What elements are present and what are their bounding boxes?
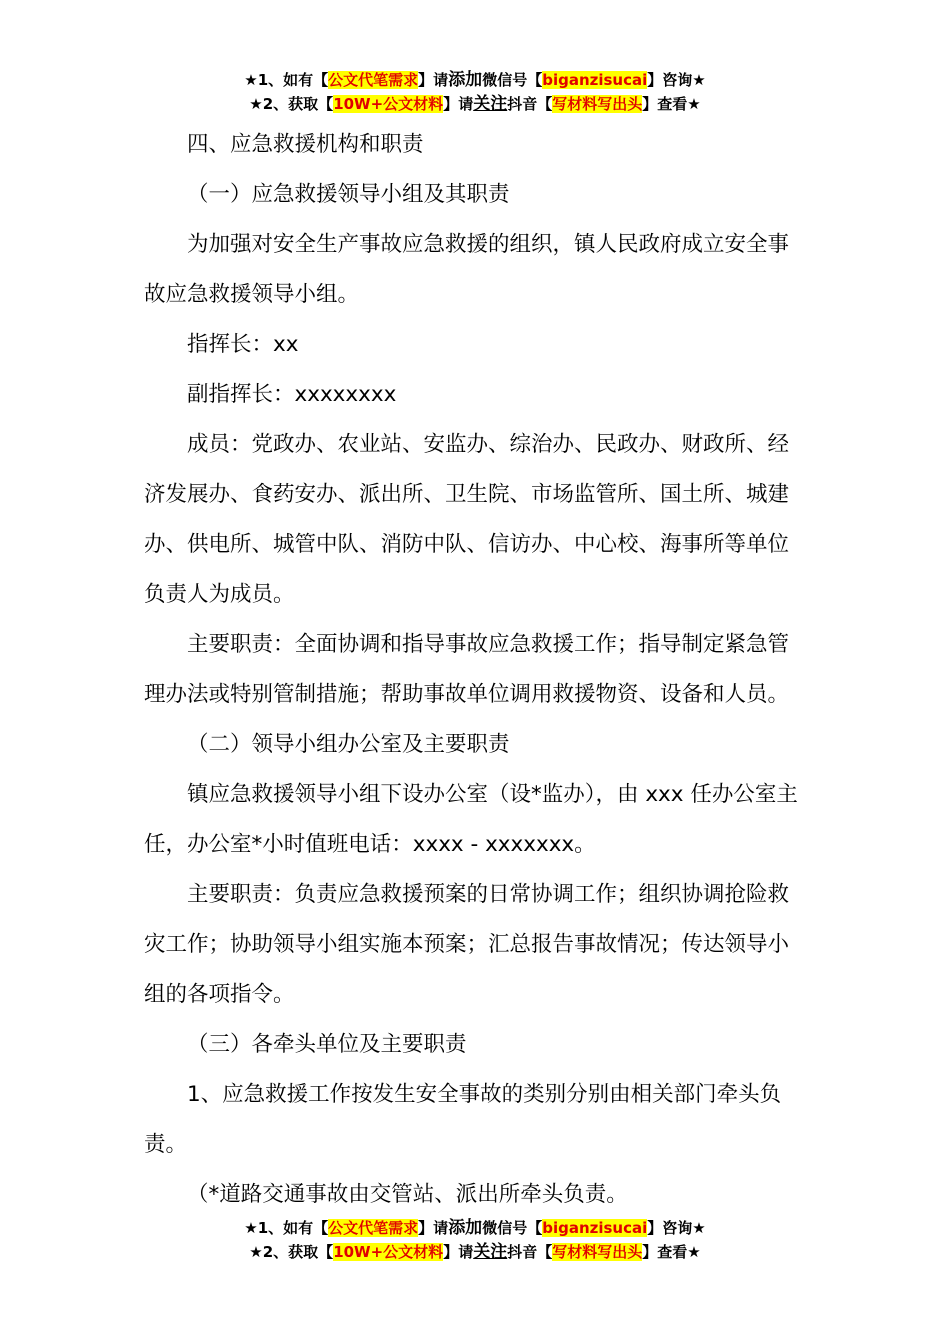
promo-line-1: ★1、如有【公文代笔需求】请添加微信号【biganzisucai】咨询★ [244, 1218, 706, 1238]
promo-line-1: ★1、如有【公文代笔需求】请添加微信号【biganzisucai】咨询★ [244, 70, 706, 90]
highlight-douyin-account: 写材料写出头 [552, 95, 643, 113]
paragraph-sec1-duty: 主要职责：全面协调和指导事故应急救援工作；指导制定紧急管理办法或特别管制措施；帮助事故单位调用救援物资、设备和人员。 [144, 632, 790, 707]
subsection-title-1: （一）应急救援领导小组及其职责 [187, 182, 510, 207]
star-icon: ★ [249, 1243, 263, 1261]
promo-line-2: ★2、获取【10W+公文材料】请关注抖音【写材料写出头】查看★ [249, 94, 701, 114]
star-icon: ★ [687, 1243, 701, 1261]
star-icon: ★ [249, 95, 263, 113]
paragraph-sec1-intro: 为加强对安全生产事故应急救援的组织，镇人民政府成立安全事故应急救援领导小组。 [144, 232, 790, 307]
section-heading: 四、应急救援机构和职责 [187, 132, 424, 157]
members-paragraph: 成员：党政办、农业站、安监办、综治办、民政办、财政所、经济发展办、食药安办、派出所、卫生院、市场监管所、国土所、城建办、供电所、城管中队、消防中队、信访办、中心校、海事所等单位负责人为成员。 [144, 432, 790, 607]
paragraph-sec2-intro: 镇应急救援领导小组下设办公室（设*监办），由 xxx 任办公室主任，办公室*小时值班电话：xxxx - xxxxxxx。 [144, 782, 798, 857]
star-icon: ★ [244, 71, 258, 89]
subsection-title-3: （三）各牵头单位及主要职责 [187, 1032, 467, 1057]
promo-line-2: ★2、获取【10W+公文材料】请关注抖音【写材料写出头】查看★ [249, 1242, 701, 1262]
star-icon: ★ [692, 71, 706, 89]
deputy-commander-line: 副指挥长：xxxxxxxx [187, 382, 397, 407]
highlight-materials: 10W+公文材料 [333, 1243, 444, 1261]
star-icon: ★ [692, 1219, 706, 1237]
highlight-wechat-id: biganzisucai [542, 71, 648, 89]
promo-banner-top [0, 68, 950, 116]
list-item-1: 1、应急救援工作按发生安全事故的类别分别由相关部门牵头负责。 [144, 1082, 782, 1157]
document-body [144, 120, 806, 1220]
promo-banner-bottom [0, 1216, 950, 1264]
highlight-service: 公文代笔需求 [328, 71, 419, 89]
star-icon: ★ [244, 1219, 258, 1237]
highlight-douyin-account: 写材料写出头 [552, 1243, 643, 1261]
highlight-service: 公文代笔需求 [328, 1219, 419, 1237]
list-item-1-sub: （*道路交通事故由交管站、派出所牵头负责。 [187, 1182, 628, 1207]
highlight-wechat-id: biganzisucai [542, 1219, 648, 1237]
subsection-title-2: （二）领导小组办公室及主要职责 [187, 732, 510, 757]
highlight-materials: 10W+公文材料 [333, 95, 444, 113]
star-icon: ★ [687, 95, 701, 113]
paragraph-sec2-duty: 主要职责：负责应急救援预案的日常协调工作；组织协调抢险救灾工作；协助领导小组实施本预案；汇总报告事故情况；传达领导小组的各项指令。 [144, 882, 790, 1007]
commander-line: 指挥长：xx [187, 332, 299, 357]
